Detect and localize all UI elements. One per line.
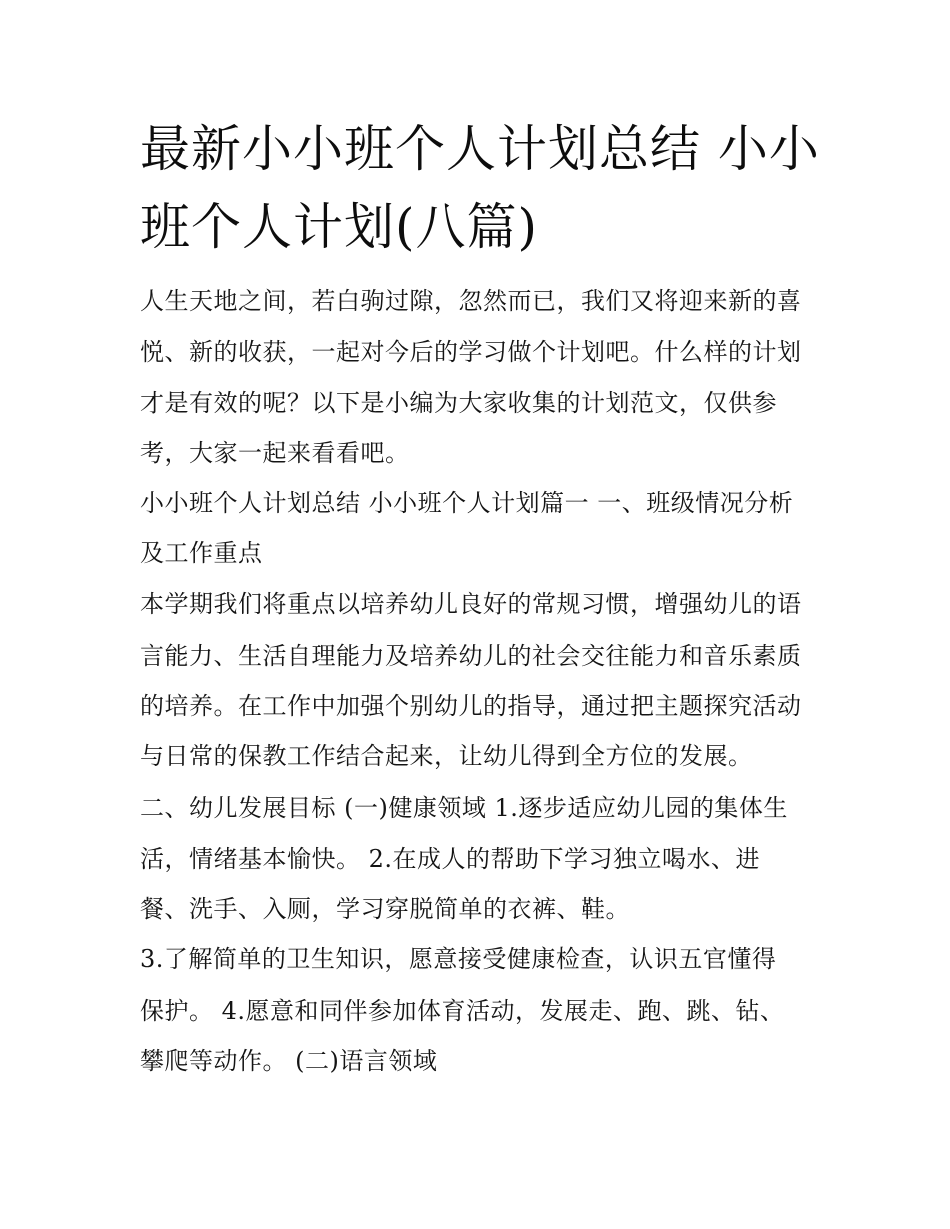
body-line-2: 悦、新的收获，一起对今后的学习做个计划吧。什么样的计划 bbox=[140, 338, 802, 366]
body-line-6: 及工作重点 bbox=[140, 539, 263, 567]
body-line-13: 餐、洗手、入厕，学习穿脱简单的衣裤、鞋。 bbox=[140, 895, 630, 923]
body-line-15: 保护。 4.愿意和同伴参加体育活动，发展走、跑、跳、钻、 bbox=[140, 997, 785, 1025]
body-line-8: 言能力、生活自理能力及培养幼儿的社会交往能力和音乐素质 bbox=[140, 642, 802, 670]
body-line-5: 小小班个人计划总结 小小班个人计划篇一 一、班级情况分析 bbox=[140, 489, 794, 517]
body-line-1: 人生天地之间，若白驹过隙，忽然而已，我们又将迎来新的喜 bbox=[140, 287, 802, 315]
body-line-10: 与日常的保教工作结合起来，让幼儿得到全方位的发展。 bbox=[140, 742, 753, 770]
body-line-12: 活，情绪基本愉快。 2.在成人的帮助下学习独立喝水、进 bbox=[140, 845, 761, 873]
body-line-4: 考，大家一起来看看吧。 bbox=[140, 439, 410, 467]
body-line-16: 攀爬等动作。 (二)语言领域 bbox=[140, 1047, 438, 1075]
body-line-3: 才是有效的呢？以下是小编为大家收集的计划范文，仅供参 bbox=[140, 389, 777, 417]
body-line-14: 3.了解简单的卫生知识，愿意接受健康检查，认识五官懂得 bbox=[140, 945, 777, 973]
body-line-9: 的培养。在工作中加强个别幼儿的指导，通过把主题探究活动 bbox=[140, 692, 802, 720]
body-line-7: 本学期我们将重点以培养幼儿良好的常规习惯，增强幼儿的语 bbox=[140, 590, 802, 618]
body-line-11: 二、幼儿发展目标 (一)健康领域 1.逐步适应幼儿园的集体生 bbox=[140, 794, 788, 822]
document-title-line-2: 班个人计划(八篇) bbox=[140, 198, 539, 256]
document-title-line-1: 最新小小班个人计划总结 小小 bbox=[140, 120, 820, 178]
